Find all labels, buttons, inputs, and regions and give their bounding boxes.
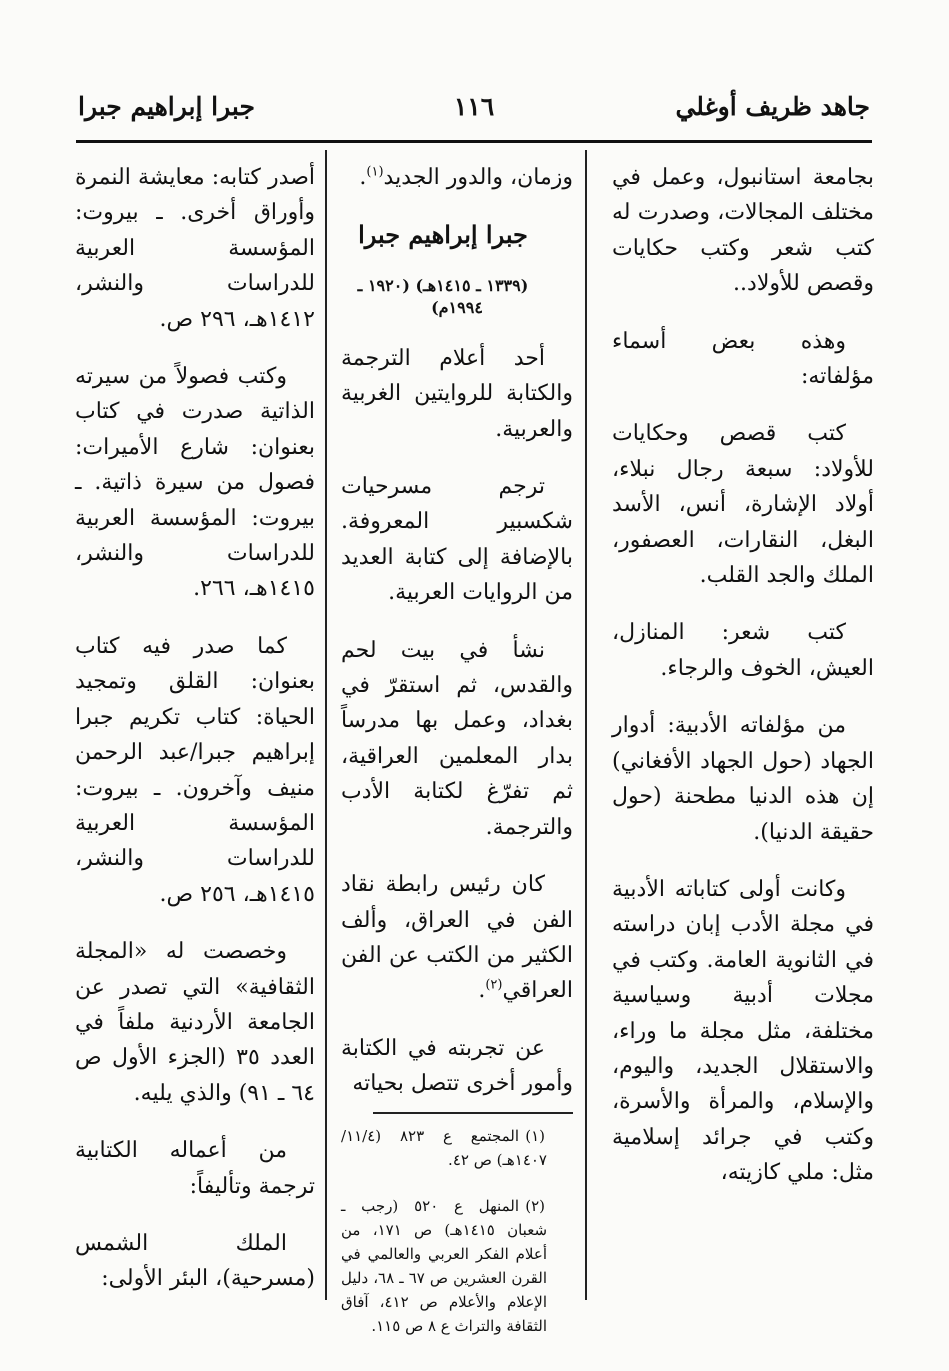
footnote: [341, 1124, 573, 1172]
paragraph: عن تجربته في الكتابة وأمور أخرى تتصل بحياته: [341, 1035, 573, 1097]
paragraph: الملك الشمس (مسرحية)، البئر الأولى:: [75, 1230, 315, 1292]
paragraph: كما صدر فيه كتاب بعنوان: القلق وتمجيد الحياة: كتاب تكريم جبرا إبراهيم جبرا/عبد الرحمن منيف وآخرون. ـ بيروت: المؤسسة العربية للدراسات والنشر، ١٤١٥هـ، ٢٥٦ ص.: [75, 633, 315, 907]
paragraph: من أعماله الكتابية ترجمة وتأليفاً:: [75, 1138, 315, 1199]
paragraph-text: كان رئيس رابطة نقاد الفن في العراق، وألف الكثير من الكتب عن الفن العراقي: [341, 872, 573, 1004]
column-left: [75, 160, 315, 1319]
column-right: [612, 160, 874, 1213]
header-subject: جبرا إبراهيم جبرا: [78, 92, 255, 121]
paragraph: كتب شعر: المنازل، العيش، الخوف والرجاء.: [612, 620, 874, 681]
paragraph: وكتب فصولاً من سيرته الذاتية صدرت في كتاب بعنوان: شارع الأميرات: فصول من سيرة ذاتية. ـ بيروت: المؤسسة العربية للدراسات والنشر، ١٤١٥هـ، ٢٦٦.: [75, 364, 315, 602]
biography-title: جبرا إبراهيم جبرا: [358, 220, 528, 250]
paragraph: كتب قصص وحكايات للأولاد: سبعة رجال نبلاء، أولاد الإشارة، أنس، الأسد البغل، النقارات، العصفور، الملك والجد القلب.: [612, 421, 874, 589]
paragraph: وهذه بعض أسماء مؤلفاته:: [612, 328, 874, 390]
paragraph: أحد أعلام الترجمة والكتابة للروايتين الغربية والعربية.: [341, 345, 573, 442]
paragraph-end: .: [478, 978, 486, 1004]
column-divider-right: [585, 150, 587, 1300]
page-number: ١١٦: [453, 92, 495, 121]
paragraph-text: وزمان، والدور الجديد: [383, 165, 573, 190]
biography-dates: (١٣٣٩ ـ ١٤١٥هـ) (١٩٢٠ ـ ١٩٩٤م): [357, 275, 529, 317]
footnotes: [341, 1124, 573, 1338]
paragraph: أصدر كتابه: معايشة النمرة وأوراق أخرى. ـ بيروت: المؤسسة العربية للدراسات والنشر، ١٤١٢هـ، ٢٩٦ ص.: [75, 165, 315, 332]
footnote-ref: (٢): [485, 977, 503, 993]
footnote-ref: (١): [366, 164, 384, 180]
column-divider-left: [325, 150, 327, 1300]
footnote-number: (١): [525, 1126, 545, 1145]
paragraph: نشأ في بيت لحم والقدس، ثم استقرّ في بغداد، وعمل بها مدرساً بدار المعلمين العراقية، ثم تفرّغ لكتابة الأدب والترجمة.: [341, 637, 573, 840]
paragraph: وكانت أولى كتاباته الأدبية في مجلة الأدب إبان دراسته في الثانوية العامة. وكتب في مجلات أدبية وسياسية مختلفة، مثل مجلة ما وراء، والاستقلال الجديد، واليوم، والإسلام، والمرأة والأسرة، وكتب في جرائد إسلامية مثل: ملي كازيته،: [612, 876, 874, 1186]
paragraph: من مؤلفاته الأدبية: أدوار الجهاد (حول الجهاد الأفغاني) إن هذه الدنيا مطحنة (حول حقيقة الدنيا).: [612, 713, 874, 845]
paragraph: [341, 160, 573, 195]
footnote-text: المنهل ع ٥٢٠ (رجب ـ شعبان ١٤١٥هـ) ص ١٧١، من أعلام الفكر العربي والعالمي في القرن العشرين ص ٦٧ ـ ٦٨، دليل الإعلام والأعلام ص ٤١٢، آفاق الثقافة والتراث ع ٨ ص ١١٥.: [341, 1196, 548, 1335]
paragraph: وخصصت له «المجلة الثقافية» التي تصدر عن الجامعة الأردنية ملفاً في العدد ٣٥ (الجزء الأول ص ٦٤ ـ ٩١) والذي يليه.: [75, 939, 315, 1106]
header-author: جاهد ظريف أوغلي: [675, 92, 870, 121]
header-rule: [76, 140, 872, 143]
running-header: [78, 92, 870, 132]
footnote-rule: [373, 1112, 573, 1114]
paragraph: ترجم مسرحيات شكسبير المعروفة. بالإضافة إلى كتابة العديد من الروايات العربية.: [341, 474, 573, 606]
column-middle: [341, 160, 573, 1360]
footnote-number: (٢): [525, 1196, 545, 1215]
paragraph: بجامعة استانبول، وعمل في مختلف المجالات، وصدرت له كتب شعر وكتب حكايات وقصص للأولاد..: [612, 165, 874, 297]
footnote: [341, 1194, 573, 1338]
paragraph-end: .: [359, 165, 367, 190]
paragraph: [341, 867, 573, 1009]
footnote-text: المجتمع ع ٨٢٣ (١١/٤/ ١٤٠٧هـ) ص ٤٢.: [341, 1126, 547, 1169]
